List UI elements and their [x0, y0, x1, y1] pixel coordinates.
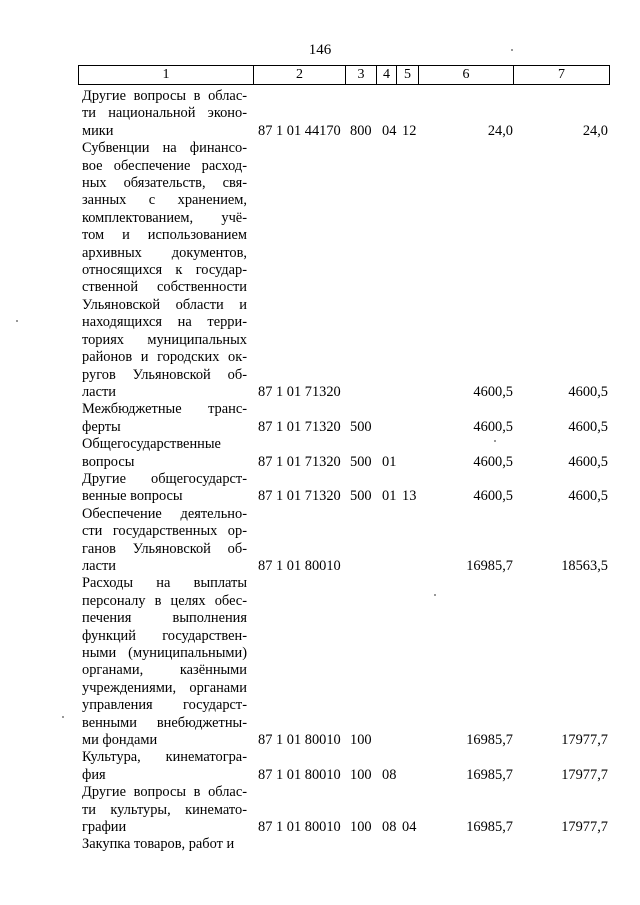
expense-type-code: 100 — [350, 766, 372, 783]
amount-col-6: 16985,7 — [466, 557, 513, 574]
table-row — [82, 836, 610, 853]
description-line: находящихся на терри- — [82, 314, 247, 331]
header-col-4: 4 — [377, 66, 397, 84]
description-line: Расходы на выплаты — [82, 575, 247, 592]
row-values — [82, 488, 610, 505]
amount-col-6: 4600,5 — [473, 488, 513, 505]
description-line: учреждениями, органами — [82, 679, 247, 696]
description-line: функций государствен- — [82, 627, 247, 644]
header-col-3: 3 — [346, 66, 377, 84]
subsection-code: 04 — [402, 819, 417, 836]
amount-col-7: 24,0 — [582, 122, 608, 139]
amount-col-7: 17977,7 — [561, 819, 608, 836]
target-article-code: 87 1 01 44170 — [258, 122, 341, 139]
row-values — [82, 836, 610, 853]
description-line: Другие вопросы в облас- — [82, 784, 247, 801]
description-line: ми фондами — [82, 732, 158, 749]
description-line: Общегосударственные — [82, 436, 221, 453]
description-line: органами, казёнными — [82, 662, 247, 679]
description-line: ственной собственности — [82, 279, 247, 296]
description-line: ругов Ульяновской об- — [82, 366, 247, 383]
description-line: ферты — [82, 418, 121, 435]
description-line: печения выполнения — [82, 610, 247, 627]
target-article-code: 87 1 01 80010 — [258, 732, 341, 749]
amount-col-7: 4600,5 — [568, 453, 608, 470]
row-values — [82, 384, 610, 401]
scan-speck — [434, 594, 436, 596]
description-line: Закупка товаров, работ и — [82, 836, 235, 853]
header-col-6: 6 — [419, 66, 514, 84]
section-code: 01 — [382, 453, 397, 470]
expense-type-code: 100 — [350, 819, 372, 836]
description-line: венные вопросы — [82, 488, 183, 505]
description-line: ных обязательств, свя- — [82, 175, 247, 192]
amount-col-7: 4600,5 — [568, 383, 608, 400]
scan-speck — [511, 49, 513, 51]
target-article-code: 87 1 01 71320 — [258, 383, 341, 400]
description-line: вопросы — [82, 453, 135, 470]
expense-type-code: 800 — [350, 122, 372, 139]
description-line: мики — [82, 122, 114, 139]
row-values — [82, 819, 610, 836]
budget-table-body — [82, 88, 610, 854]
description-line: ными (муниципальными) — [82, 645, 247, 661]
target-article-code: 87 1 01 71320 — [258, 418, 341, 435]
expense-type-code: 500 — [350, 453, 372, 470]
description-line: занных с хранением, — [82, 192, 247, 209]
target-article-code: 87 1 01 71320 — [258, 488, 341, 505]
amount-col-7: 4600,5 — [568, 418, 608, 435]
row-values — [82, 558, 610, 575]
amount-col-6: 4600,5 — [473, 453, 513, 470]
scan-speck — [494, 440, 496, 442]
amount-col-6: 16985,7 — [466, 732, 513, 749]
description-line: ти культуры, кинемато- — [82, 801, 247, 818]
description-line: венными внебюджетны- — [82, 714, 247, 731]
description-line: графии — [82, 819, 127, 836]
expense-type-code: 500 — [350, 488, 372, 505]
description-line: Ульяновской области и — [82, 296, 247, 313]
description-line: фия — [82, 766, 106, 783]
row-values — [82, 767, 610, 784]
table-row — [82, 471, 610, 506]
header-col-2: 2 — [254, 66, 346, 84]
table-header — [78, 65, 610, 85]
description-line: районов и городских ок- — [82, 349, 247, 366]
expense-type-code: 100 — [350, 732, 372, 749]
description-line: ти национальной эконо- — [82, 105, 247, 122]
target-article-code: 87 1 01 71320 — [258, 453, 341, 470]
description-line: Субвенции на финансо- — [82, 140, 247, 157]
description-line: ганов Ульяновской об- — [82, 540, 247, 557]
section-code: 08 — [382, 819, 397, 836]
description-line: Другие вопросы в облас- — [82, 88, 247, 104]
row-values — [82, 123, 610, 140]
scan-speck — [62, 716, 64, 718]
amount-col-7: 4600,5 — [568, 488, 608, 505]
description-line: ласти — [82, 383, 116, 400]
table-row — [82, 575, 610, 749]
amount-col-6: 24,0 — [487, 122, 513, 139]
page-number: 146 — [308, 42, 332, 58]
section-code: 04 — [382, 122, 397, 139]
amount-col-6: 16985,7 — [466, 819, 513, 836]
description-line: персоналу в целях обес- — [82, 592, 247, 609]
scan-speck — [16, 320, 18, 322]
expense-type-code: 500 — [350, 418, 372, 435]
table-row — [82, 401, 610, 436]
description-line: Межбюджетные транс- — [82, 401, 247, 418]
subsection-code: 13 — [402, 488, 417, 505]
table-row — [82, 749, 610, 784]
table-row — [82, 140, 610, 401]
header-col-5: 5 — [397, 66, 419, 84]
description-line: ласти — [82, 557, 116, 574]
description-line: ториях муниципальных — [82, 331, 247, 348]
description-line: Культура, кинематогра- — [82, 749, 247, 766]
description-line: Другие общегосударст- — [82, 470, 247, 487]
description-line: том и использованием — [82, 227, 247, 244]
description-line: сти государственных ор- — [82, 523, 247, 540]
description-line: относящихся к государ- — [82, 262, 247, 279]
amount-col-7: 18563,5 — [561, 557, 608, 574]
row-values — [82, 454, 610, 471]
table-row — [82, 506, 610, 576]
section-code: 08 — [382, 766, 397, 783]
amount-col-7: 17977,7 — [561, 732, 608, 749]
subsection-code: 12 — [402, 122, 417, 139]
section-code: 01 — [382, 488, 397, 505]
description-line: Обеспечение деятельно- — [82, 505, 247, 522]
description-line: вое обеспечение расход- — [82, 157, 247, 174]
amount-col-6: 4600,5 — [473, 383, 513, 400]
target-article-code: 87 1 01 80010 — [258, 557, 341, 574]
header-col-1: 1 — [79, 66, 254, 84]
description-line: комплектованием, учё- — [82, 209, 247, 226]
row-values — [82, 732, 610, 749]
target-article-code: 87 1 01 80010 — [258, 819, 341, 836]
amount-col-6: 4600,5 — [473, 418, 513, 435]
target-article-code: 87 1 01 80010 — [258, 766, 341, 783]
row-description — [82, 140, 247, 401]
row-description — [82, 575, 247, 749]
header-col-7: 7 — [558, 67, 565, 82]
table-row — [82, 436, 610, 471]
table-row — [82, 88, 610, 140]
amount-col-6: 16985,7 — [466, 766, 513, 783]
amount-col-7: 17977,7 — [561, 766, 608, 783]
row-values — [82, 419, 610, 436]
description-line: архивных документов, — [82, 244, 247, 261]
table-row — [82, 784, 610, 836]
description-line: управления государст- — [82, 697, 247, 714]
